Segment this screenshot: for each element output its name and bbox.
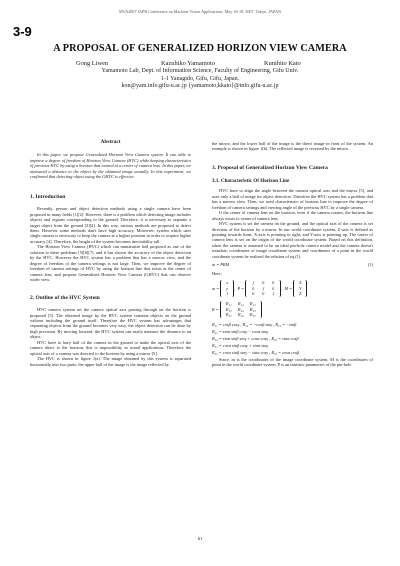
after-equation-paragraph: Since, m is the coordinates of the image coordinate system, M is the coordinates of point in the world coordinate system, P is an intrinsic parameters of the pin-hole [212, 357, 373, 368]
hvc-paragraph: HVC have to bury half of the camera in the ground to make the optical axis of the camera direct to the horizon, this is impossibility in actual applications. Therefore the optical axis of a camera was directed to the horizon by using a mirror [5]. [30, 339, 191, 356]
affiliation-line-2: 1-1 Yanagido, Gifu, Gifu, Japan. [160, 75, 240, 82]
equation-1-body: m = PRM [212, 262, 230, 268]
author-1: Gong Liwen [76, 60, 109, 67]
page-number: 61 [197, 536, 203, 541]
matrix-definitions: m = x y 1 , P = f 0 0 0 f 0 0 0 1 , M = X Y Z [212, 280, 373, 297]
rotation-equation: R₃₁ = cosα sinβ cosγ + sinα sinγ [212, 342, 269, 348]
subsection-heading-horizon: 3.1. Characteristic Of Horizon Line [212, 178, 290, 185]
r-matrix: R₁₁ R₁₂ R₁₃ R₂₁ R₂₂ R₂₃ R₃₁ R₃₂ R₃₃ [220, 301, 262, 318]
equation-1 [212, 262, 373, 267]
intro-paragraph: Recently, person and object detection methods using a single camera have been proposed in many fields [1][2]. However, there is a problem which detecting image includes objects and regions corresponding to the ground. Therefore, it is necessary to separate a target object from the ground [3][4]. In this way, various methods are proposed to detect them. However some methods don't have high accuracy. Moreover, system which uses single camera is necessary to keep the camera at a higher position in order to acquire higher accuracy [4]. Therefore, the height of the system becomes inevitability tall. [30, 206, 191, 244]
rotation-equation: R₃₂ = cosα sinβ sinγ − sinα cosγ , R₃₃ = cosα cosβ [212, 349, 300, 355]
ghvc-paragraph: HVC have to align the angle between the camera optical axis and the mirror [5], and uses only a half of image for object detection. Therefore the HVC system has a problem that has a narrow view. Then, we used characteristic of horizon line to improve the degree of freedom of camera settings and viewing angle of the previous HVC by a single camera. [212, 188, 373, 210]
right-column [212, 141, 373, 368]
hvc-paragraph: The HVC is shown in figure 1(a). The image obtained by this system is separated horizontally into two parts; the upper half of the image is the image reflected by [30, 356, 191, 367]
section-heading-introduction: 1. Introduction [30, 193, 66, 200]
hvc-paragraph: HVC camera system set the camera optical axis passing through on the horizon is proposed [5]. The obtained image by the HVC system contains objects on the ground without including the ground itself. Therefore the HVC system has advantages that separating objects from the ground becomes very easy, the object detection can be done by high precision. By moving forward, the HVC system can easily measure the distance to an object. [30, 307, 191, 340]
ghvc-paragraph: If the center of camera lens on the horizon, even if the camera rotates, the horizon line always exists to center of camera lens. [212, 210, 373, 221]
paper-title: A PROPOSAL OF GENERALIZED HORIZON VIEW CAMERA [53, 43, 347, 54]
author-3: Kunihito Kato [264, 60, 301, 67]
world-vector: X Y Z [293, 280, 307, 297]
abstract-heading: Abstract [100, 139, 121, 145]
section-heading-ghvc: 3. Proposal of Generalized Horizon View Camera [212, 164, 328, 171]
equation-1-number: (1) [367, 262, 373, 268]
abstract-text: In this paper, we propose Generalized Horizon View Camera system. It can able to improve a degree of freedom of Horizon View Camera (HVC) while keeping characteristics of previous HVC by using a horizon that existed at a center of camera lens. In this paper, we measured a distance to the object by the obtained image actually. In this experiment, we confirmed that detecting object using the GHVC is effective. [30, 152, 191, 180]
continued-paragraph: the mirror, and the lower half of the image is the direct image in front of the system. An example is shown in figure 1(b). The reflected image is reversed by the mirror. [212, 141, 373, 152]
rotation-equation: R₂₂ = sinα sinβ sinγ + cosα cosγ , R₂₃ = sinα cosβ [212, 335, 299, 341]
rotation-equation: R₂₁ = sinα sinβ cosγ − cosα sinγ [212, 328, 269, 334]
author-2: Kazuhiko Yamamoto [161, 60, 215, 67]
p-matrix: f 0 0 0 f 0 0 0 1 [245, 280, 281, 297]
rotation-equation: R₁₁ = cosβ cosγ , R₁₂ = −cosβ sinγ , R₁₃ = −sinβ [212, 321, 297, 327]
conference-header: MVA2007 IAPR Conference on Machine Vision Applications, May 16-18, 2007, Tokyo, JAPAN [118, 9, 282, 14]
rotation-matrix-definition: R = R₁₁ R₁₂ R₁₃ R₂₁ R₂₂ R₂₃ R₃₁ R₃₂ R₃₃ [212, 301, 373, 318]
m-vector: x y 1 [220, 280, 234, 297]
left-column [30, 140, 191, 367]
affiliation-email: kon@yam.info.gifu-u.ac.jp {yamamoto,kkato}@info.gifu-u.ac.jp [121, 83, 279, 89]
ghvc-paragraph: HVC system is set the camera on the ground, and the optical axis of the camera is set direction of the horizon by a mirror. In our world coordinate system, Z-axis is defined as pointing towards front; X-axis is pointing to right; and Y-axis is pointing up. The center of camera lens is set on the origin of the world coordinate system. Based on this definition, when the camera is assumed to be an ideal pin-hole camera model and the camera doesn't translate, coordinates of image coordinate system and coordinates of a point in the world coordinate system be realized the relation of eq.(1). [212, 221, 373, 259]
affiliation-line-1: Yamamoto Lab, Dept. of Information Science, Faculty of Engineering, Gifu Univ. [101, 68, 299, 74]
here-label: Here; [212, 270, 222, 276]
section-heading-hvc: 2. Outline of the HVC System [30, 294, 100, 301]
intro-paragraph: The Horizon View Camera (HVC) which can miniaturize had proposed as one of the solution to these problems [5][6][7], and it has shown the accuracy of the object detection by the HVC. However the HVC system has a problem that has a narrow view, and the degree of freedom of the camera settings is not large. Then, we improve the degree of freedom of camera settings of HVC by using the horizon line that exists at the center of camera lens, and propose Generalized Horizon View Camera (GHVC) that can observe wider view. [30, 244, 191, 283]
paper-id: 3-9 [13, 24, 32, 39]
